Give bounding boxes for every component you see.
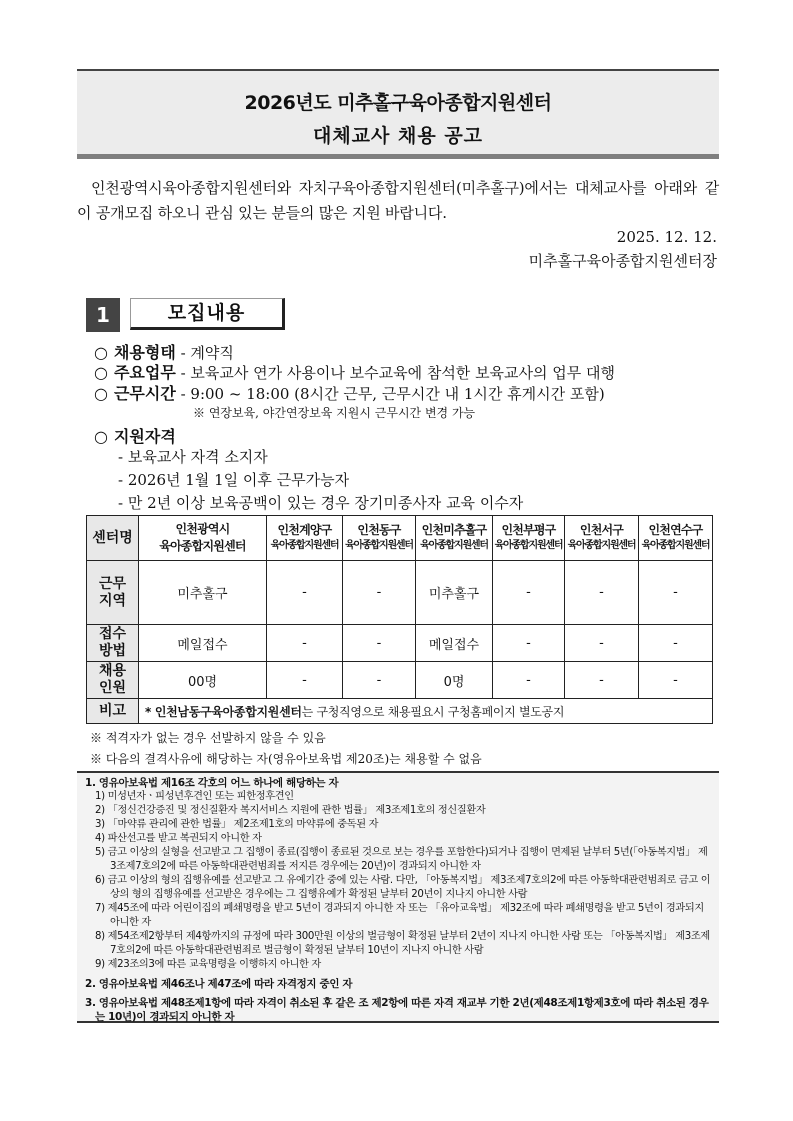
column-header-line2: 육아종합지원센터 bbox=[159, 539, 246, 553]
table-cell: 미추홀구 bbox=[139, 561, 267, 625]
item-label: 지원자격 bbox=[113, 427, 176, 446]
signer: 미추홀구육아종합지원센터장 bbox=[528, 252, 717, 270]
table-cell: 00명 bbox=[139, 662, 267, 699]
row-header bbox=[87, 662, 139, 699]
item-text: - 계약직 bbox=[175, 344, 234, 362]
note-line: ※ 적격자가 없는 경우 선발하지 않을 수 있음 bbox=[90, 731, 326, 745]
table-cell: 메일접수 bbox=[416, 625, 493, 662]
table-cell: - bbox=[565, 662, 639, 699]
title-box bbox=[77, 69, 719, 159]
table-cell: - bbox=[267, 625, 343, 662]
table-header-row bbox=[87, 516, 713, 561]
row-header-line2: 지역 bbox=[98, 592, 127, 609]
table-cell: 0명 bbox=[416, 662, 493, 699]
item-qualification bbox=[94, 424, 176, 447]
item-text: - 9:00 ~ 18:00 (8시간 근무, 근무시간 내 1시간 휴게시간 포함) bbox=[175, 385, 605, 403]
disqualification-item: 8) 제54조제2항부터 제4항까지의 규정에 따라 300만원 이상의 벌금형이 확정된 날부터 2년이 지나지 아니한 사람 또는 「아동복지법」 제3조제7호의2에 따른 아동학대관련범죄로 벌금형이 확정된 날부터 10년이 지나지 아니한 사람 bbox=[95, 931, 710, 956]
table-cell: - bbox=[493, 662, 565, 699]
column-header-line2: 육아종합지원센터 bbox=[345, 540, 413, 551]
column-header bbox=[139, 516, 267, 561]
column-header-line2: 육아종합지원센터 bbox=[641, 540, 710, 551]
intro-text: 인천광역시육아종합지원센터와 자치구육아종합지원센터(미추홀구)에서는 대체교사를 아래와 같이 공개모집 하오니 관심 있는 분들의 많은 지원 바랍니다. bbox=[77, 179, 719, 222]
column-header bbox=[565, 516, 639, 561]
disqualification-heading: 2. 영유아보육법 제46조나 제47조에 따라 자격정지 중인 자 bbox=[85, 978, 353, 990]
table-row bbox=[87, 662, 713, 699]
table-cell: - bbox=[267, 662, 343, 699]
remark-cell bbox=[139, 699, 713, 724]
table-cell: - bbox=[343, 662, 416, 699]
column-header-line1: 인천미추홀구 bbox=[421, 523, 487, 537]
work-hours-note: ※ 연장보육, 야간연장보육 지원시 근무시간 변경 가능 bbox=[193, 406, 476, 420]
corner-header: 센터명 bbox=[87, 516, 139, 561]
table-cell: 미추홀구 bbox=[416, 561, 493, 625]
row-header-line1: 접수 bbox=[98, 626, 127, 642]
qualification-item: - 2026년 1월 1일 이후 근무가능자 bbox=[118, 471, 350, 489]
column-header-line1: 인천서구 bbox=[579, 523, 624, 537]
column-header-line1: 인천연수구 bbox=[648, 523, 703, 537]
row-header bbox=[87, 561, 139, 625]
row-header-line1: 근무 bbox=[98, 575, 127, 592]
row-header-line2: 방법 bbox=[98, 643, 127, 659]
column-header bbox=[343, 516, 416, 561]
item-text: - 보육교사 연가 사용이나 보수교육에 참석한 보육교사의 업무 대행 bbox=[175, 364, 616, 382]
column-header-line2: 육아종합지원센터 bbox=[567, 540, 636, 551]
column-header-line1: 인천광역시 bbox=[175, 522, 230, 536]
table-cell: - bbox=[343, 561, 416, 625]
column-header bbox=[493, 516, 565, 561]
page-subtitle: 대체교사 채용 공고 bbox=[312, 125, 484, 147]
disqualification-box bbox=[77, 771, 719, 1023]
item-main-duty bbox=[94, 360, 615, 383]
centers-table bbox=[86, 515, 713, 724]
column-header bbox=[416, 516, 493, 561]
item-label: 채용형태 bbox=[113, 343, 176, 362]
row-header-line2: 인원 bbox=[98, 680, 127, 696]
announcement-date: 2025. 12. 12. bbox=[616, 228, 717, 246]
table-cell: - bbox=[565, 561, 639, 625]
qualification-item: - 보육교사 자격 소지자 bbox=[118, 448, 268, 466]
column-header-line1: 인천계양구 bbox=[277, 523, 332, 537]
table-cell: - bbox=[639, 662, 713, 699]
remark-bold: * 인천남동구육아종합지원센터 bbox=[145, 704, 302, 719]
circle-bullet-icon: ○ bbox=[94, 343, 108, 362]
remark-text: 는 구청직영으로 채용필요시 구청홈페이지 별도공지 bbox=[301, 704, 565, 719]
column-header-line2: 육아종합지원센터 bbox=[420, 540, 488, 551]
item-work-hours bbox=[94, 381, 605, 404]
disqualification-item: 3) 「마약류 관리에 관한 법률」 제2조제1호의 마약류에 중독된 자 bbox=[95, 819, 379, 830]
table-cell: - bbox=[493, 561, 565, 625]
column-header bbox=[267, 516, 343, 561]
section-title: 모집내용 bbox=[130, 298, 285, 330]
remark-header: 비고 bbox=[87, 699, 139, 724]
note-line: ※ 다음의 결격사유에 해당하는 자(영유아보육법 제20조)는 채용할 수 없음 bbox=[90, 752, 482, 766]
section-number: 1 bbox=[86, 298, 120, 332]
row-header bbox=[87, 625, 139, 662]
disqualification-item: 9) 제23조의3에 따른 교육명령을 이행하지 아니한 자 bbox=[95, 959, 321, 970]
column-header-line1: 인천동구 bbox=[357, 523, 401, 537]
disqualification-heading: 1. 영유아보육법 제16조 각호의 어느 하나에 해당하는 자 bbox=[85, 777, 339, 789]
disqualification-item: 6) 금고 이상의 형의 집행유예를 선고받고 그 유예기간 중에 있는 사람. 다만, 「아동복지법」 제3조제7호의2에 따른 아동학대관련범죄로 금고 이상의 형의 집행유예를 선고받은 경우에는 그 집행유예가 확정된 날부터 20년이 지나지 아니한 사람 bbox=[95, 875, 711, 900]
column-header-line1: 인천부평구 bbox=[501, 523, 556, 537]
circle-bullet-icon: ○ bbox=[94, 384, 108, 403]
disqualification-item: 5) 금고 이상의 실형을 선고받고 그 집행이 종료(집행이 종료된 것으로 보는 경우를 포함한다)되거나 집행이 면제된 날부터 5년(「아동복지법」 제3조제7호의2에 따른 아동학대관련범죄를 저지른 경우에는 20년)이 경과되지 아니한 자 bbox=[95, 847, 708, 872]
disqualification-item: 4) 파산선고를 받고 복권되지 아니한 자 bbox=[95, 833, 262, 844]
disqualification-heading: 3. 영유아보육법 제48조제1항에 따라 자격이 취소된 후 같은 조 제2항에 따른 자격 재교부 기한 2년(제48조제1항제3호에 따라 취소된 경우는 10년)이 경과되지 아니한 자 bbox=[85, 997, 709, 1023]
circle-bullet-icon: ○ bbox=[94, 427, 108, 446]
column-header bbox=[639, 516, 713, 561]
table-row bbox=[87, 561, 713, 625]
table-row-remark bbox=[87, 699, 713, 724]
disqualification-item: 1) 미성년자ㆍ피성년후견인 또는 피한정후견인 bbox=[95, 791, 294, 802]
table-cell: - bbox=[639, 625, 713, 662]
disqualification-item: 2) 「정신건강증진 및 정신질환자 복지서비스 지원에 관한 법률」 제3조제1호의 정신질환자 bbox=[95, 805, 486, 816]
intro-paragraph bbox=[77, 176, 719, 226]
table-cell: - bbox=[343, 625, 416, 662]
circle-bullet-icon: ○ bbox=[94, 363, 108, 382]
table-cell: 메일접수 bbox=[139, 625, 267, 662]
qualification-item: - 만 2년 이상 보육공백이 있는 경우 장기미종사자 교육 이수자 bbox=[118, 494, 524, 512]
table-row bbox=[87, 625, 713, 662]
column-header-line2: 육아종합지원센터 bbox=[270, 540, 339, 551]
item-label: 근무시간 bbox=[113, 384, 176, 403]
row-header-line1: 채용 bbox=[98, 663, 127, 679]
item-label: 주요업무 bbox=[113, 363, 176, 382]
disqualification-item: 7) 제45조에 따라 어린이집의 폐쇄명령을 받고 5년이 경과되지 아니한 자 또는 「유아교육법」 제32조에 따라 폐쇄명령을 받고 5년이 경과되지 아니한 자 bbox=[95, 903, 704, 928]
column-header-line2: 육아종합지원센터 bbox=[494, 540, 563, 551]
table-cell: - bbox=[493, 625, 565, 662]
table-cell: - bbox=[267, 561, 343, 625]
page-title: 2026년도 미추홀구육아종합지원센터 bbox=[244, 92, 552, 114]
table-cell: - bbox=[565, 625, 639, 662]
table-cell: - bbox=[639, 561, 713, 625]
